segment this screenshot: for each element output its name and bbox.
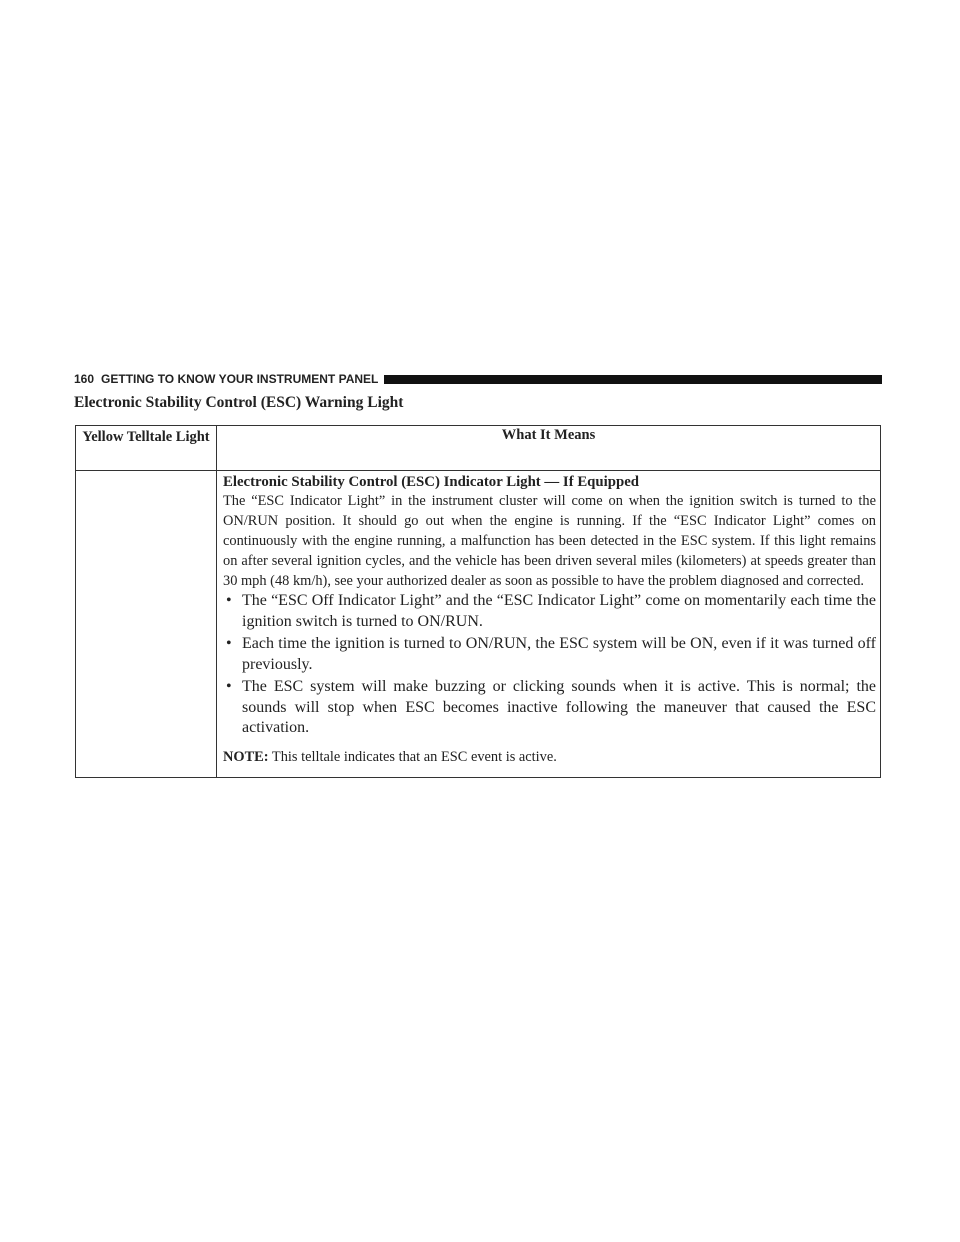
list-item: [223, 634, 876, 675]
list-item-text: Each time the ignition is turned to ON/RUN, the ESC system will be ON, even if it was turned off previously.: [242, 635, 876, 673]
bullet-icon: •: [226, 678, 232, 695]
telltale-table: [75, 425, 881, 778]
page-number: 160: [74, 372, 95, 386]
description-heading: Electronic Stability Control (ESC) Indicator Light — If Equipped: [223, 474, 640, 490]
section-title: Electronic Stability Control (ESC) Warning Light: [74, 394, 404, 411]
column-header-light: Yellow Telltale Light: [76, 426, 217, 471]
list-item: [223, 591, 876, 632]
bullet-icon: •: [226, 592, 232, 609]
list-item: [223, 677, 876, 739]
chapter-title: GETTING TO KNOW YOUR INSTRUMENT PANEL: [101, 372, 379, 386]
table-row: [76, 471, 881, 778]
telltale-icon-cell: [76, 471, 217, 778]
header-rule: [384, 375, 882, 384]
column-header-means: What It Means: [217, 426, 881, 471]
list-item-text: The “ESC Off Indicator Light” and the “ESC Indicator Light” come on momentarily each time the ignition switch is turned to ON/RUN.: [242, 592, 876, 630]
description-cell: [217, 471, 881, 778]
table-header-row: [76, 426, 881, 471]
note: [223, 747, 876, 767]
list-item-text: The ESC system will make buzzing or clicking sounds when it is active. This is normal; the sounds will stop when ESC becomes inactive following the maneuver that caused the ESC activation.: [242, 678, 876, 736]
bullet-icon: •: [226, 635, 232, 652]
note-label: NOTE:: [223, 748, 269, 765]
bullet-list: [223, 591, 876, 739]
note-text: This telltale indicates that an ESC event is active.: [271, 748, 557, 765]
description-paragraph: The “ESC Indicator Light” in the instrument cluster will come on when the ignition switch is turned to the ON/RUN position. It should go out when the engine is running. If the “ESC Indicator Light” comes on continuously with the engine running, a malfunction has been detected in the ESC system. If this light remains on after several ignition cycles, and the vehicle has been driven several miles (kilometers) at speeds greater than 30 mph (48 km/h), see your authorized dealer as soon as possible to have the problem diagnosed and corrected.: [223, 493, 876, 589]
page-header: [74, 372, 882, 386]
